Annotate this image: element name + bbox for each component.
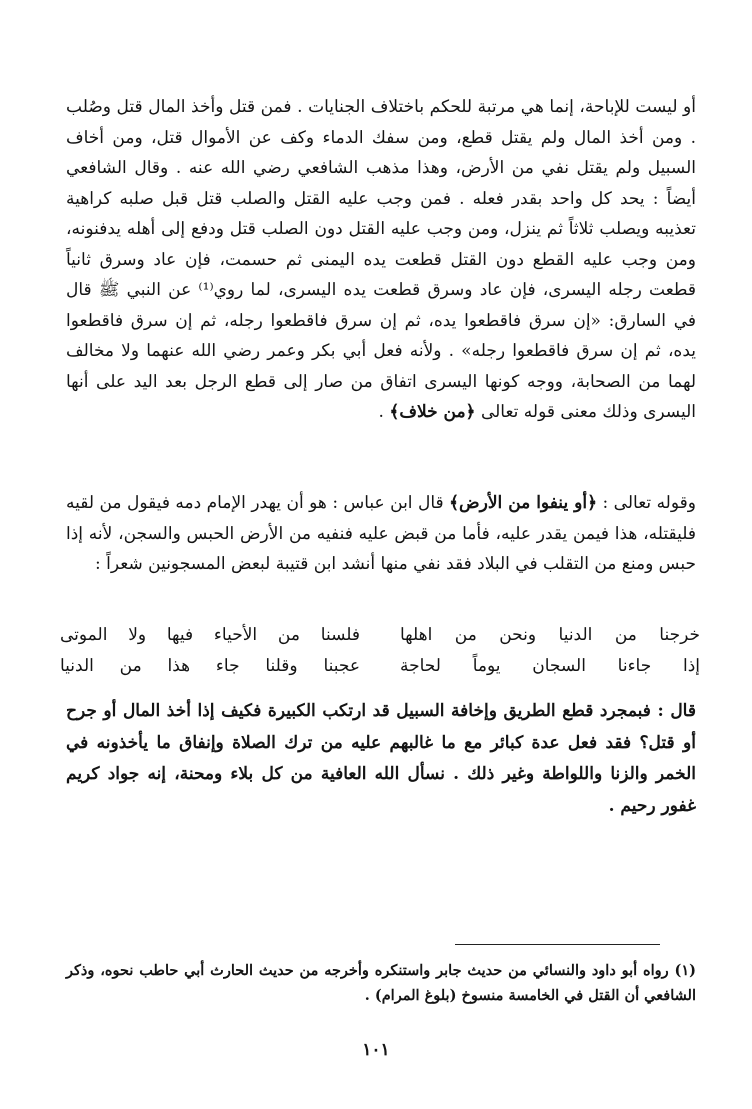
- footnote: (١) رواه أبو داود والنسائي من حديث جابر واستنكره وأخرجه من حديث الحارث أبي حاطب نحوه، وذكر الشافعي أن القتل في الخامسة منسوخ (بلوغ المرام) .: [66, 962, 696, 1004]
- bold-paragraph: قال : فبمجرد قطع الطريق وإخافة السبيل قد ارتكب الكبيرة فكيف إذا أخذ المال أو جرح أو قتل؟ فقد فعل عدة كبائر مع ما غالبهم عليه من ترك الصلاة وإنفاق ما يأخذونه في الخمر والزنا واللواطة وغير ذلك . نسأل الله العافية من كل بلاء ومحنة، إنه جواد كريم غفور رحيم .: [66, 701, 696, 816]
- page-number: ١٠١: [362, 1040, 390, 1060]
- verse-paragraph: [66, 488, 696, 580]
- poem-line: [60, 620, 700, 651]
- poem-hemistich-second: فلسنا من الأحياء فيها ولا الموتى: [60, 625, 360, 645]
- verse-commentary: قال ابن عباس : هو أن يهدر الإمام دمه فيقول من لقيه فليقتله، هذا فيمن يقدر عليه، فأما من قبض عليه فنفيه من الأرض الحبس والسجن، لأنه إذا حبس ومنع من التقلب في البلاد فقد نفي منها أنشد ابن قتيبة لبعض المسجونين شعراً :: [66, 493, 696, 574]
- poem: [60, 620, 700, 681]
- poem-hemistich-first: إذا جاءنا السجان يوماً لحاجة: [400, 655, 700, 676]
- poem-line: [60, 651, 700, 682]
- quran-quote: ﴿أو ينفوا من الأرض﴾: [449, 493, 598, 513]
- footnote-divider: [455, 944, 660, 945]
- main-paragraph: [66, 92, 696, 428]
- main-paragraph-end: .: [378, 402, 390, 422]
- poem-hemistich-first: خرجنا من الدنيا ونحن من اهلها: [400, 625, 700, 645]
- poem-hemistich-second: عجبنا وقلنا جاء هذا من الدنيا: [60, 655, 360, 676]
- verse-intro: وقوله تعالى :: [602, 493, 696, 513]
- main-paragraph-text: أو ليست للإباحة، إنما هي مرتبة للحكم باختلاف الجنايات . فمن قتل وأخذ المال قتل وصُلب . ومن أخذ المال ولم يقتل قطع، ومن سفك الدماء وكف عن الأموال قتل، ومن أخاف السبيل ولم يقتل نفي من الأرض، وهذا مذهب الشافعي رضي الله عنه . وقال الشافعي أيضاً : يحد كل واحد بقدر فعله . فمن وجب عليه القتل والصلب قتل قبل صلبه كراهية تعذيبه ويصلب ثلاثاً ثم ينزل، ومن وجب عليه القتل دون الصلب قتل ودفع إلى أهله يدفنونه، ومن وجب عليه القطع دون القتل قطعت يده اليمنى ثم حسمت، فإن عاد وسرق ثانياً قطعت رجله اليسرى، فإن عاد وسرق قطعت يده اليسرى، لما روي⁽¹⁾ عن النبي ﷺ قال في السارق: «إن سرق فاقطعوا يده، ثم إن سرق فاقطعوا رجله، ثم إن سرق فاقطعوا يده، ثم إن سرق فاقطعوا رجله» . ولأنه فعل أبي بكر وعمر رضي الله عنهما ولا مخالف لهما من الصحابة، ووجه كونها اليسرى اتفاق من صار إلى قطع الرجل بعد اليد على أنها اليسرى وذلك معنى قوله تعالى: [66, 97, 697, 422]
- quran-quote: ﴿من خلاف﴾: [389, 402, 476, 422]
